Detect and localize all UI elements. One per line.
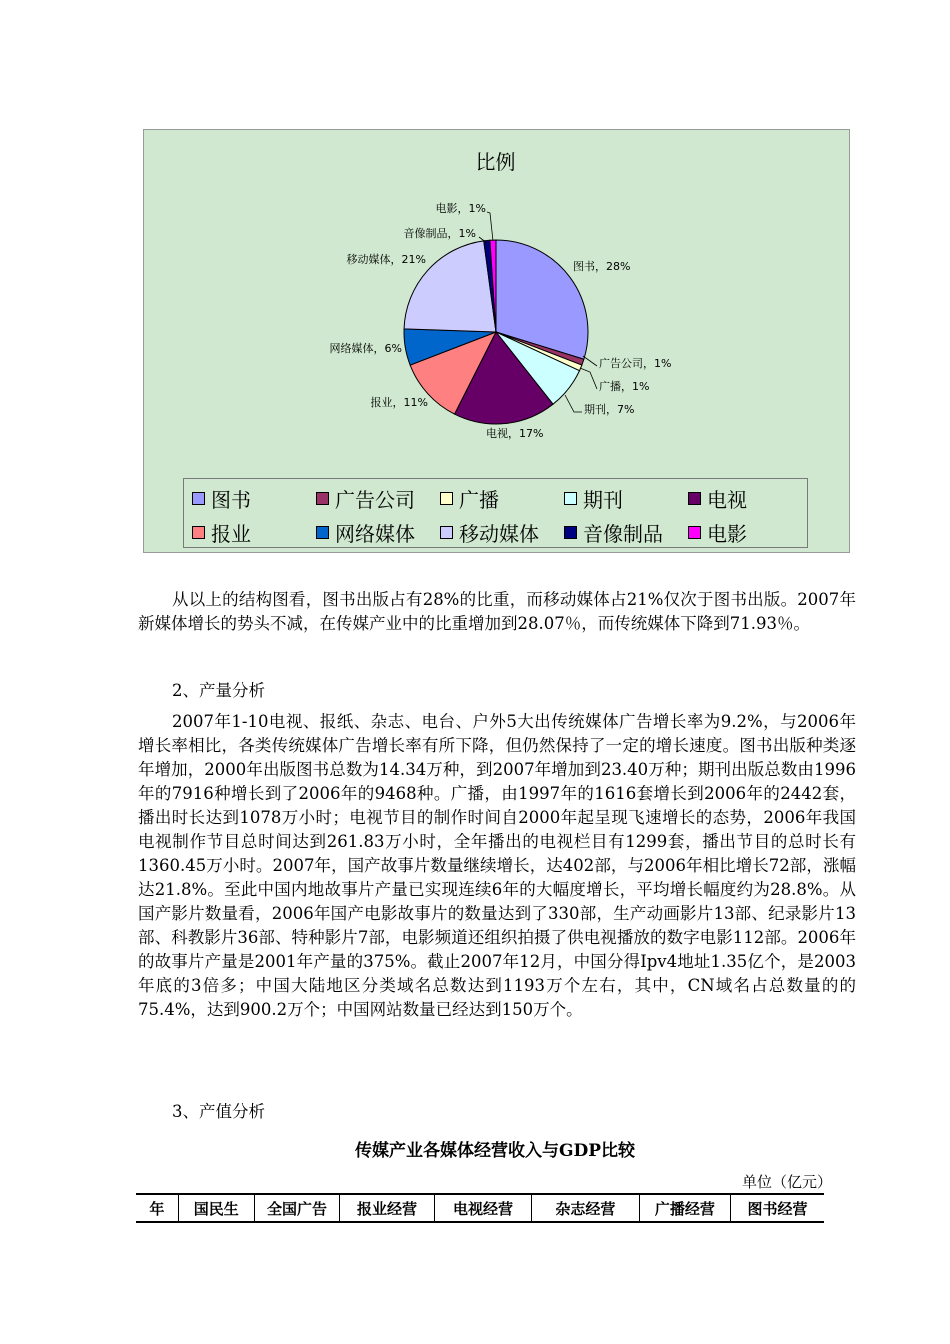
legend-swatch bbox=[440, 492, 453, 505]
legend-swatch bbox=[688, 492, 701, 505]
legend-swatch bbox=[440, 526, 453, 539]
legend-label: 音像制品 bbox=[583, 521, 663, 546]
data-label: 移动媒体，21% bbox=[346, 253, 426, 266]
table-title: 传媒产业各媒体经营收入与GDP比较 bbox=[354, 1141, 636, 1161]
legend-item bbox=[688, 483, 747, 513]
chart-legend bbox=[183, 478, 808, 548]
data-label: 广播，1% bbox=[599, 380, 650, 393]
leader-line bbox=[580, 368, 597, 389]
legend-item bbox=[564, 517, 663, 547]
legend-label: 广告公司 bbox=[335, 487, 415, 512]
leader-line bbox=[583, 356, 597, 366]
paragraph-1-block bbox=[138, 588, 856, 636]
legend-item bbox=[316, 517, 415, 547]
legend-label: 网络媒体 bbox=[335, 521, 415, 546]
legend-label: 图书 bbox=[211, 487, 251, 512]
table-header-row bbox=[136, 1194, 824, 1222]
data-label: 电视，17% bbox=[486, 427, 544, 440]
header-cell: 图书经营 bbox=[730, 1194, 824, 1222]
header-cell: 报业经营 bbox=[340, 1194, 435, 1222]
legend-swatch bbox=[564, 526, 577, 539]
legend-item bbox=[440, 517, 539, 547]
paragraph-2: 2007年1-10电视、报纸、杂志、电台、户外5大出传统媒体广告增长率为9.2%，与2006年增长率相比，各类传统媒体广告增长率有所下降，但仍然保持了一定的增长速度。图书出版种类逐年增加，2000年出版图书总数为14.34万种，到2007年增加到23.40万种；期刊出版总数由1996年的7916种增长到了2006年的9468种。广播，由1997年的1616套增长到2006年的2442套，播出时长达到1078万小时；电视节目的制作时间自2000年起呈现飞速增长的态势，2006年我国电视制作节目总时间达到261.83万小时，全年播出的电视栏目有1299套，播出节目的总时长有1360.45万小时。2007年，国产故事片数量继续增长，达402部，与2006年相比增长72部，涨幅达21.8%。至此中国内地故事片产量已实现连续6年的大幅度增长，平均增长幅度约为28.8%。从国产影片数量看，2006年国产电影故事片的数量达到了330部，生产动画影片13部、纪录影片13部、科教影片36部、特种影片7部，电影频道还组织拍摄了供电视播放的数字电影112部。2006年的故事片产量是2001年产量的375%。截止2007年12月，中国分得Ipv4地址1.35亿个，是2003年底的3倍多；中国大陆地区分类域名总数达到1193万个左右，其中，CN域名占总数量的的75.4%，达到900.2万个；中国网站数量已经达到150万个。 bbox=[138, 712, 856, 1019]
legend-swatch bbox=[316, 526, 329, 539]
header-cell: 电视经营 bbox=[435, 1194, 532, 1222]
header-cell: 国民生 bbox=[178, 1194, 254, 1222]
paragraph-1: 从以上的结构图看，图书出版占有28%的比重，而移动媒体占21%仅次于图书出版。2007年新媒体增长的势头不减，在传媒产业中的比重增加到28.07％，而传统媒体下降到71.93％。 bbox=[138, 590, 856, 633]
legend-label: 报业 bbox=[211, 521, 251, 546]
legend-item bbox=[192, 483, 251, 513]
section-heading-3: 3、产值分析 bbox=[172, 1102, 265, 1121]
legend-swatch bbox=[316, 492, 329, 505]
legend-label: 电影 bbox=[707, 521, 747, 546]
data-label: 期刊，7% bbox=[584, 403, 635, 416]
legend-label: 广播 bbox=[459, 487, 499, 512]
header-cell: 年 bbox=[136, 1194, 178, 1222]
legend-swatch bbox=[192, 492, 205, 505]
legend-label: 期刊 bbox=[583, 487, 623, 512]
legend-swatch bbox=[564, 492, 577, 505]
header-cell: 广播经营 bbox=[639, 1194, 730, 1222]
data-label: 音像制品，1% bbox=[403, 227, 476, 240]
leader-line bbox=[487, 212, 493, 241]
legend-swatch bbox=[192, 526, 205, 539]
data-table bbox=[136, 1193, 824, 1223]
paragraph-2-block bbox=[138, 710, 856, 1022]
legend-item bbox=[192, 517, 251, 547]
legend-item bbox=[688, 517, 747, 547]
data-label: 报业，11% bbox=[370, 396, 428, 409]
header-cell: 杂志经营 bbox=[532, 1194, 640, 1222]
legend-label: 移动媒体 bbox=[459, 521, 539, 546]
data-label: 图书，28% bbox=[573, 260, 631, 273]
legend-item bbox=[316, 483, 415, 513]
data-label: 网络媒体，6% bbox=[329, 342, 402, 355]
chart-title: 比例 bbox=[475, 150, 516, 174]
pie-chart bbox=[0, 0, 950, 560]
unit-label: 单位（亿元） bbox=[742, 1173, 833, 1191]
data-label: 广告公司，1% bbox=[599, 357, 672, 370]
leader-line bbox=[565, 395, 582, 412]
legend-swatch bbox=[688, 526, 701, 539]
header-cell: 全国广告 bbox=[254, 1194, 339, 1222]
data-label: 电影，1% bbox=[435, 202, 486, 215]
legend-label: 电视 bbox=[707, 487, 747, 512]
legend-item bbox=[440, 483, 499, 513]
legend-item bbox=[564, 483, 623, 513]
section-heading-2: 2、产量分析 bbox=[172, 681, 265, 700]
